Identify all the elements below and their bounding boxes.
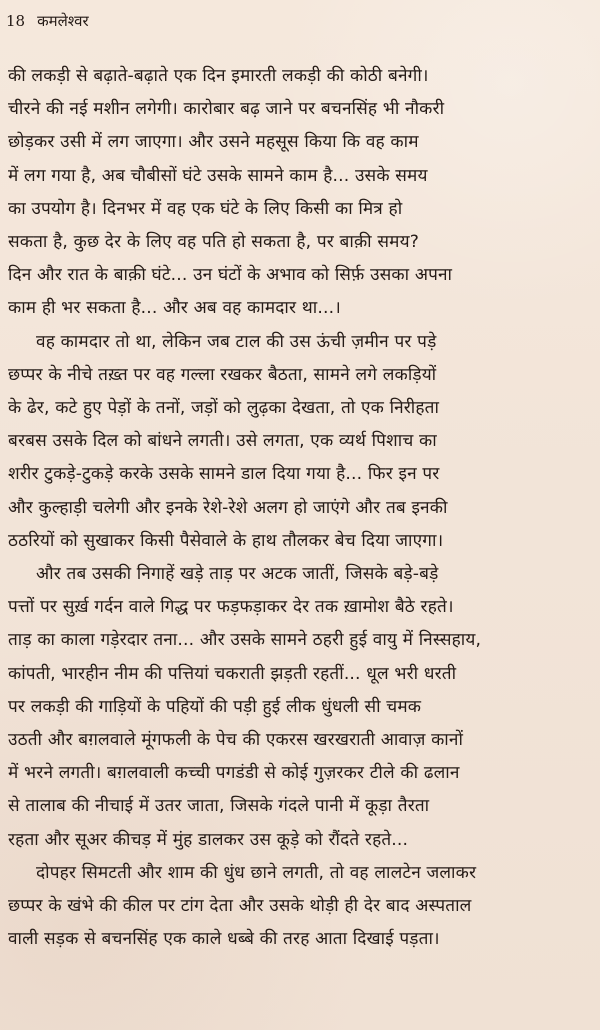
- text-line: कांपती, भारहीन नीम की पत्तियां चकराती झड़ती रहतीं... धूल भरी धरती: [8, 663, 457, 684]
- text-line: ठठरियों को सुखाकर किसी पैसेवाले के हाथ तौलकर बेच दिया जाएगा।: [8, 530, 444, 551]
- text-line: शरीर टुकड़े-टुकड़े करके उसके सामने डाल दिया गया है... फिर इन पर: [8, 464, 440, 485]
- text-line: छप्पर के खंभे की कील पर टांग देता और उसके थोड़ी ही देर बाद अस्पताल: [8, 896, 472, 917]
- text-line: में लग गया है, अब चौबीसों घंटे उसके सामने काम है... उसके समय: [8, 165, 428, 186]
- text-line: और तब उसकी निगाहें खड़े ताड़ पर अटक जातीं, जिसके बड़े-बड़े: [36, 564, 439, 585]
- page-body: [8, 60, 588, 956]
- text-line: सकता है, कुछ देर के लिए वह पति हो सकता है, पर बाक़ी समय?: [8, 232, 419, 253]
- paragraph-4: [8, 857, 588, 957]
- text-line: उठती और बग़लवाले मूंगफली के पेच की एकरस खरखराती आवाज़ कानों: [8, 730, 464, 751]
- text-line: की लकड़ी से बढ़ाते-बढ़ाते एक दिन इमारती लकड़ी की कोठी बनेगी।: [8, 66, 429, 86]
- text-line: और कुल्हाड़ी चलेगी और इनके रेशे-रेशे अलग हो जाएंगे और तब इनकी: [8, 497, 448, 518]
- text-line: पत्तों पर सुर्ख़ गर्दन वाले गिद्ध पर फड़फड़ाकर देर तक ख़ामोश बैठे रहते।: [8, 597, 454, 618]
- text-line: छप्पर के नीचे तख़्त पर वह गल्ला रखकर बैठता, सामने लगे लकड़ियों: [8, 364, 437, 385]
- text-line: ताड़ का काला गड़ेरदार तना... और उसके सामने ठहरी हुई वायु में निस्सहाय,: [8, 630, 482, 651]
- text-line: चीरने की नई मशीन लगेगी। कारोबार बढ़ जाने पर बचनसिंह भी नौकरी: [8, 99, 445, 120]
- text-line: काम ही भर सकता है... और अब वह कामदार था...।: [8, 298, 341, 319]
- paragraph-1: [8, 60, 588, 326]
- text-line: दोपहर सिमटती और शाम की धुंध छाने लगती, तो वह लालटेन जलाकर: [36, 862, 477, 883]
- text-line: छोड़कर उसी में लग जाएगा। और उसने महसूस किया कि वह काम: [8, 132, 419, 153]
- text-line: रहता और सूअर कीचड़ में मुंह डालकर उस कूड़े को रौंदते रहते...: [8, 829, 409, 850]
- paragraph-3: [8, 558, 588, 857]
- text-line: का उपयोग है। दिनभर में वह एक घंटे के लिए किसी का मित्र हो: [8, 198, 403, 219]
- text-line: में भरने लगती। बग़लवाली कच्ची पगडंडी से कोई गुज़रकर टीले की ढलान: [8, 763, 460, 784]
- text-line: से तालाब की नीचाई में उतर जाता, जिसके गंदले पानी में कूड़ा तैरता: [8, 796, 430, 817]
- text-line: पर लकड़ी की गाड़ियों के पहियों की पड़ी हुई लीक धुंधली सी चमक: [8, 696, 422, 717]
- text-line: दिन और रात के बाक़ी घंटे... उन घंटों के अभाव को सिर्फ़ उसका अपना: [8, 265, 453, 286]
- text-line: के ढेर, कटे हुए पेड़ों के तनों, जड़ों को लुढ़का देखता, तो एक निरीहता: [8, 398, 440, 419]
- paragraph-2: [8, 326, 588, 558]
- text-line: वाली सड़क से बचनसिंह एक काले धब्बे की तरह आता दिखाई पड़ता।: [8, 929, 440, 950]
- text-line: बरबस उसके दिल को बांधने लगती। उसे लगता, एक व्यर्थ पिशाच का: [8, 431, 437, 452]
- page-number: 18: [6, 12, 26, 30]
- running-head: कमलेश्वर: [37, 12, 89, 30]
- page-header: [6, 14, 89, 29]
- text-line: वह कामदार तो था, लेकिन जब टाल की उस ऊंची ज़मीन पर पड़े: [36, 331, 437, 352]
